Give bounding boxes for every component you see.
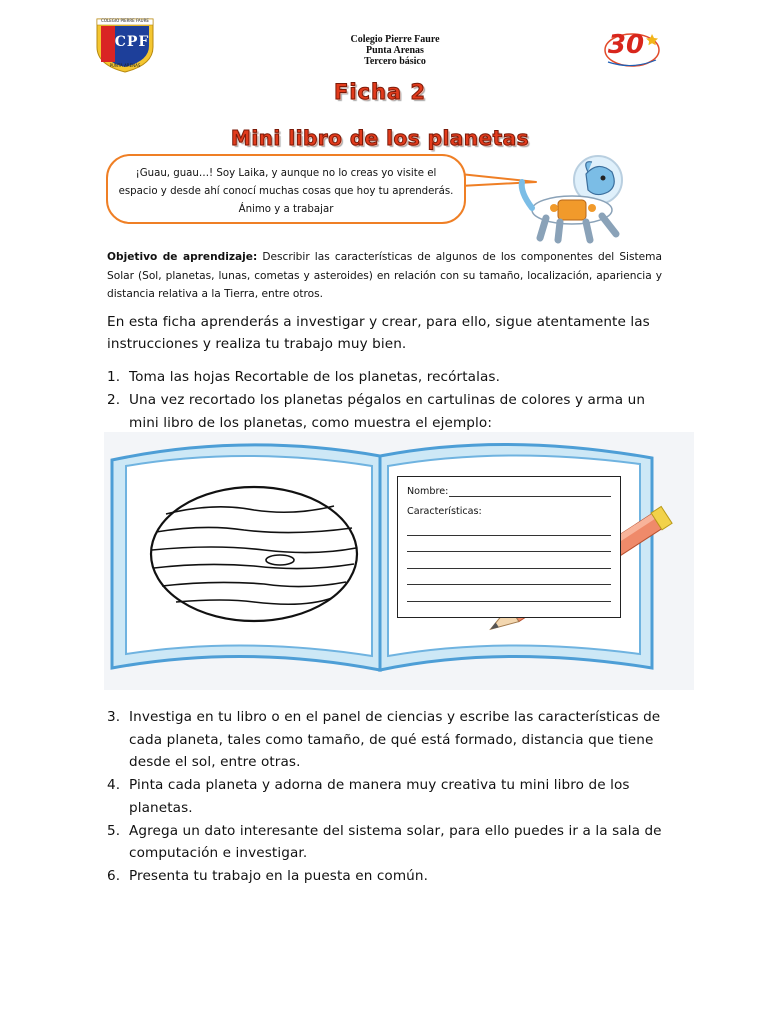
planet-info-card bbox=[397, 476, 621, 618]
objective-label: Objetivo de aprendizaje: bbox=[107, 251, 258, 263]
logo-bottom-text: PUNTA ARENAS bbox=[109, 63, 141, 68]
blank-line bbox=[407, 552, 611, 569]
list-item bbox=[107, 865, 667, 888]
step-number: 3. bbox=[107, 709, 121, 725]
school-city: Punta Arenas bbox=[366, 45, 424, 56]
features-label: Características: bbox=[407, 506, 482, 517]
name-blank-line bbox=[449, 486, 611, 497]
blank-line bbox=[407, 536, 611, 553]
intro-paragraph: En esta ficha aprenderás a investigar y crear, para ello, sigue atentamente las instrucciones y realiza tu trabajo muy bien. bbox=[107, 314, 650, 352]
worksheet-title: Ficha 2 bbox=[333, 80, 427, 104]
steps-list-top bbox=[107, 366, 667, 435]
step-number: 2. bbox=[107, 392, 121, 408]
logo-letters: CPF bbox=[114, 34, 150, 50]
badge-number: 30 bbox=[607, 30, 645, 60]
logo-top-text: COLEGIO PIERRE FAURE bbox=[101, 18, 149, 23]
speech-bubble: ¡Guau, guau…! Soy Laika, y aunque no lo creas yo visite el espacio y desde ahí conocí muchas cosas que hoy tu aprenderás. Ánimo y a trabajar bbox=[106, 154, 466, 224]
step-number: 6. bbox=[107, 868, 121, 884]
step-number: 4. bbox=[107, 777, 121, 793]
laika-dog-illustration bbox=[512, 152, 642, 244]
learning-objective bbox=[107, 248, 662, 304]
school-info bbox=[300, 34, 490, 67]
list-item bbox=[107, 774, 667, 819]
blank-line bbox=[407, 585, 611, 602]
list-item bbox=[107, 820, 667, 865]
name-row bbox=[407, 483, 611, 497]
steps-list-bottom bbox=[107, 706, 667, 888]
step-text: Agrega un dato interesante del sistema solar, para ello puedes ir a la sala de computación e investigar. bbox=[129, 822, 662, 861]
list-item bbox=[107, 389, 667, 434]
blank-line bbox=[407, 569, 611, 586]
step-number: 1. bbox=[107, 369, 121, 385]
step-text: Presenta tu trabajo en la puesta en común. bbox=[129, 868, 429, 884]
objective-text: Describir las características de algunos de los componentes del Sistema Solar (Sol, planetas, lunas, cometas y asteroides) en relación con su tamaño, localización, apariencia y distancia relativa a la Tierra, entre otros. bbox=[107, 251, 662, 300]
school-grade: Tercero básico bbox=[364, 56, 426, 67]
step-text: Pinta cada planeta y adorna de manera muy creativa tu mini libro de los planetas. bbox=[129, 777, 630, 816]
list-item bbox=[107, 706, 667, 774]
blank-line bbox=[407, 519, 611, 536]
name-label: Nombre: bbox=[407, 486, 449, 497]
step-text: Investiga en tu libro o en el panel de ciencias y escribe las características de cada planeta, tales como tamaño, de qué está formado, distancia que tiene desde el sol, entre otras. bbox=[129, 709, 661, 770]
school-name: Colegio Pierre Faure bbox=[350, 34, 440, 45]
step-number: 5. bbox=[107, 822, 121, 839]
step-text: Toma las hojas Recortable de los planetas, recórtalas. bbox=[129, 369, 500, 385]
worksheet-subtitle: Mini libro de los planetas bbox=[230, 126, 530, 150]
list-item bbox=[107, 366, 667, 389]
step-text: Una vez recortado los planetas pégalos en cartulinas de colores y arma un mini libro de los planetas, como muestra el ejemplo: bbox=[129, 392, 646, 431]
